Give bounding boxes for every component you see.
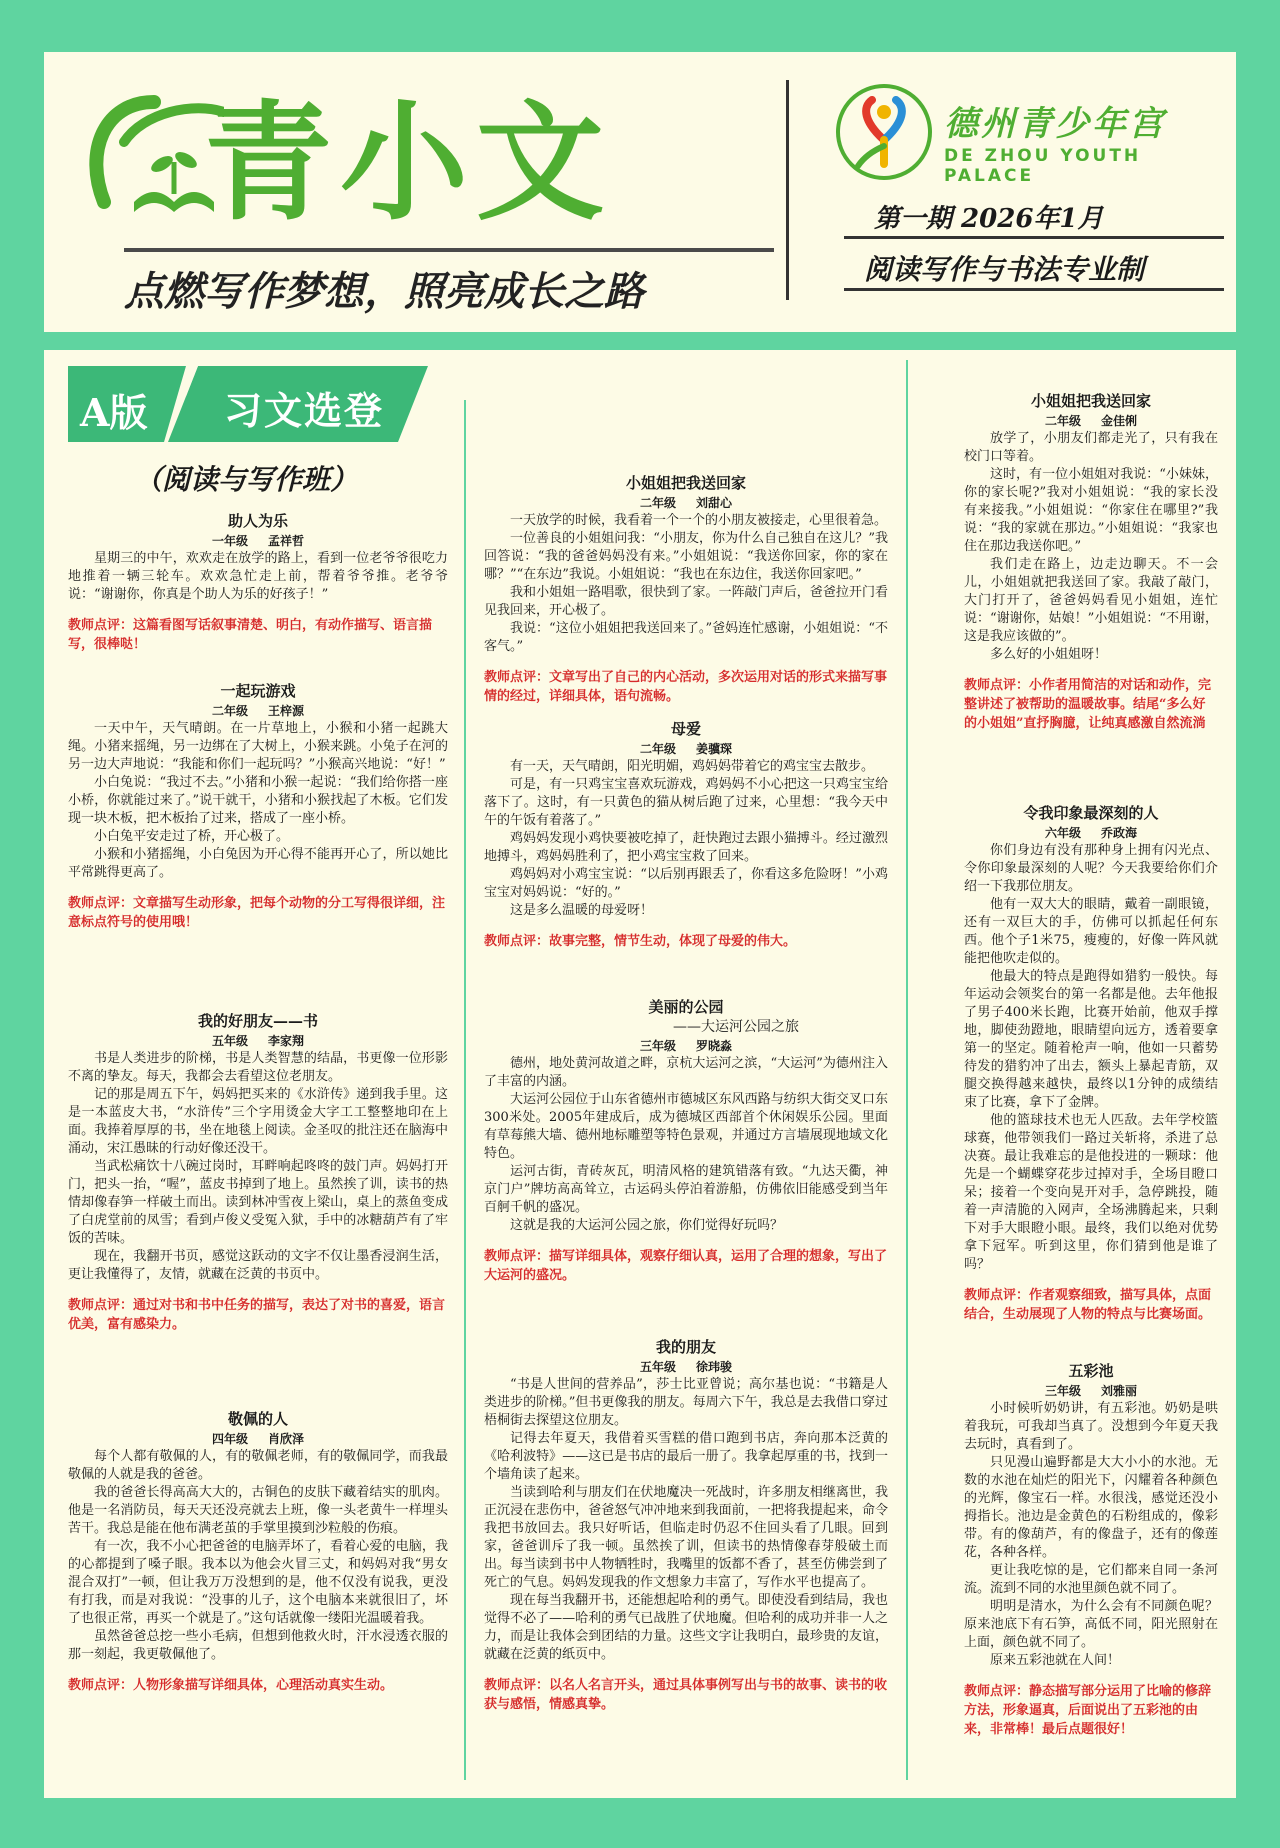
article-paragraph: 多么好的小姐姐呀！ [990, 647, 1108, 662]
article-title: 母爱 [670, 720, 701, 738]
article-title: 我的朋友 [655, 1338, 716, 1356]
article-paragraph: 书是人类进步的阶梯，书是人类智慧的结晶，书更像一位形影不离的挚友。每天，我都会去看望这位老朋友。 [68, 1051, 448, 1084]
article-title: 助人为乐 [227, 512, 288, 530]
article-author: 一年级 孟祥哲 [211, 534, 305, 548]
article-paragraph: 他的篮球技术也无人匹敌。去年学校篮球赛，他带领我们一路过关斩将，杀进了总决赛。最让我难忘的是他投进的一颗球：他先是一个蝴蝶穿花步过掉对手，全场目瞪口呆；接着一个变向晃开对手，急停跳投，随着一声清脆的入网声，全场沸腾起来，只剩下对手大眼瞪小眼。最终，我们以绝对优势拿下冠军。听到这里，你们猜到他是谁了吗？ [964, 1113, 1218, 1272]
slogan: 点燃写作梦想，照亮成长之路 [124, 268, 644, 315]
article-paragraph: 大运河公园位于山东省德州市德城区东风西路与纺织大街交叉口东300米处。2005年建成后，成为德城区西部首个休闲娱乐公园。里面有草莓熊大墙、德州地标雕塑等特色景观，并通过方言墙展现地域文化特色。 [484, 1092, 888, 1161]
palace-name-english: DE ZHOU YOUTH PALACE [944, 146, 1142, 186]
article-author: 三年级 罗晓淼 [639, 1039, 733, 1053]
newspaper-title: 青小文 [204, 89, 613, 238]
program-name: 阅读写作与书法专业制 [864, 253, 1145, 286]
article-paragraph: 小白兔平安走过了桥，开心极了。 [94, 829, 290, 844]
teacher-comment: 教师点评：静态描写部分运用了比喻的修辞方法，形象逼真，后面说出了五彩池的由来，非常棒！最后点题很好！ [964, 1684, 1212, 1737]
article-paragraph: 现在，我翻开书页，感觉这跃动的文字不仅让墨香浸润生活，更让我懂得了，友情，就藏在泛黄的书页中。 [68, 1249, 448, 1282]
teacher-comment: 教师点评：这篇看图写话叙事清楚、明白，有动作描写、语言描写，很棒哒！ [68, 618, 433, 652]
teacher-comment: 教师点评：通过对书和书中任务的描写，表达了对书的喜爱，语言优美，富有感染力。 [68, 1298, 446, 1332]
article-paragraph: 运河古街，青砖灰瓦，明清风格的建筑错落有致。“九达天衢，神京门户”牌坊高高耸立，古运码头停泊着游船，仿佛依旧能感受到当年百舸千帆的盛况。 [484, 1164, 888, 1215]
book-sprout-logo-icon [84, 82, 224, 242]
article [68, 1408, 448, 1695]
article-author: 六年级 乔政海 [1044, 826, 1138, 840]
article-author: 二年级 王梓源 [211, 704, 305, 718]
article-paragraph: 当武松痛饮十八碗过岗时，耳畔响起咚咚的鼓门声。妈妈打开门，把头一抬，“喔”，蓝皮书掉到了地上。虽然挨了训，读书的热情却像春笋一样破土而出。读到林冲雪夜上梁山，桌上的蒸鱼变成了白虎堂前的凤雪；看到卢俊义受冤入狱，手中的冰糖葫芦有了牢饭的苦味。 [68, 1159, 448, 1246]
article-author: 五年级 李家翔 [211, 1034, 305, 1048]
article-paragraph: 小猴和小猪摇绳，小白兔因为开心得不能再开心了，所以她比平常跳得更高了。 [68, 847, 448, 880]
article-paragraph: 只见漫山遍野都是大大小小的水池。无数的水池在灿烂的阳光下，闪耀着各种颜色的光辉，像宝石一样。水很浅，感觉还没小拇指长。池边是金黄色的石粉组成的，像彩带。有的像葫芦，有的像盘子，还有的像莲花，各种各样。 [964, 1455, 1218, 1560]
issue-rule [844, 236, 1224, 239]
header-divider [786, 80, 789, 300]
article-paragraph: 这时，有一位小姐姐对我说：“小妹妹，你的家长呢?”我对小姐姐说：“我的家长没有来接我。”小姐姐说：“你家住在哪里?”我说：“我的家就在那边。”小姐姐说：“我家也住在那边我送你吧。” [964, 467, 1218, 554]
article-author: 二年级 金佳俐 [1044, 414, 1138, 428]
article [964, 802, 1218, 1324]
article-paragraph: 记的那是周五下午，妈妈把买来的《水浒传》递到我手里。这是一本蓝皮大书，“水浒传”三个字用烫金大字工工整整地印在上面。我捧着厚厚的书，坐在地毯上阅读。金圣叹的批注还在脑海中涌动，宋江愚昧的行动好像还没干。 [68, 1087, 448, 1156]
article-paragraph: 一天中午，天气晴朗。在一片草地上，小猴和小猪一起跳大绳。小猪来摇绳，另一边绑在了大树上，小猴来跳。小兔子在河的另一边大声地说：“我能和你们一起玩吗？”小猴高兴地说：“好！” [68, 721, 448, 772]
article [484, 472, 888, 706]
teacher-comment: 教师点评：故事完整，情节生动，体现了母爱的伟大。 [484, 934, 797, 949]
article-paragraph: 我和小姐姐一路唱歌，很快到了家。一阵敲门声后，爸爸拉开门看见我回来，开心极了。 [484, 585, 888, 618]
article-paragraph: 星期三的中午，欢欢走在放学的路上，看到一位老爷爷很吃力地推着一辆三轮车。欢欢急忙走上前，帮着爷爷推。老爷爷说：“谢谢你，你真是个助人为乐的好孩子！” [68, 551, 448, 602]
article-paragraph: 他最大的特点是跑得如猎豹一般快。每年运动会领奖台的第一名都是他。去年他报了男子400米长跑，比赛开始前，他双手撑地，脚使劲蹬地，眼睛望向远方，透着要拿第一的坚定。随着枪声一响，他如一只蓄势待发的猎豹冲了出去，额头上暴起青筋，双腿交换得越来越快，最终以1分钟的成绩结束了比赛，拿下了金牌。 [964, 969, 1218, 1110]
article-paragraph: 一天放学的时候，我看着一个一个的小朋友被接走，心里很着急。 [510, 513, 888, 528]
teacher-comment: 教师点评：文章描写生动形象，把每个动物的分工写得很详细，注意标点符号的使用哦！ [68, 896, 446, 930]
article [484, 996, 888, 1285]
article [68, 510, 448, 654]
article-author: 二年级 刘甜心 [639, 496, 733, 510]
program-rule [844, 288, 1224, 291]
article [484, 718, 888, 951]
column-rule-left [464, 400, 466, 1780]
article-title: 令我印象最深刻的人 [1023, 804, 1159, 822]
article-paragraph: 虽然爸爸总挖一些小毛病，但想到他救火时，汗水浸透衣服的那一刻起，我更敬佩他了。 [68, 1629, 448, 1662]
article-paragraph: 我的爸爸长得高高大大的，古铜色的皮肤下藏着结实的肌肉。他是一名消防员，每天天还没亮就去上班，像一头老黄牛一样埋头苦干。我总是能在他布满老茧的手掌里摸到沙粒般的伤痕。 [68, 1485, 448, 1536]
edition-label: A版 [80, 390, 148, 435]
article-paragraph: 现在每当我翻开书，还能想起哈利的勇气。即使没看到结局，我也觉得不必了——哈利的勇气已战胜了伏地魔。但哈利的成功并非一人之力，而是让我体会到团结的力量。这些文字让我明白，最珍贵的友谊，就藏在泛黄的纸页中。 [484, 1593, 888, 1662]
article-author: 二年级 姜骥琛 [639, 742, 733, 756]
article-title: 小姐姐把我送回家 [1030, 392, 1151, 410]
article-paragraph: “书是人世间的营养品”，莎士比亚曾说；高尔基也说：“书籍是人类进步的阶梯。”但书更像我的朋友。每周六下午，我总是去我借口穿过梧桐街去探望这位朋友。 [484, 1377, 888, 1428]
article-paragraph: 德州，地处黄河故道之畔，京杭大运河之滨，“大运河”为德州注入了丰富的内涵。 [484, 1056, 888, 1089]
article [68, 680, 448, 932]
article-title: 一起玩游戏 [220, 682, 296, 700]
article-paragraph: 小时候听奶奶讲，有五彩池。奶奶是哄着我玩，可我却当真了。没想到今年夏天我去玩时，真看到了。 [964, 1401, 1218, 1452]
palace-name: 德州青少年宫 [944, 104, 1166, 144]
article-paragraph: 你们身边有没有那种身上拥有闪光点、令你印象最深刻的人呢？今天我要给你们介绍一下我那位朋友。 [964, 843, 1218, 894]
article-paragraph: 当读到哈利与朋友们在伏地魔决一死战时，许多朋友相继离世，我正沉浸在悲伤中，爸爸怒气冲冲地来到我面前，一把将我提起来，命令我把书放回去。我只好听话，但临走时仍忍不住回头看了几眼。回到家，爸爸训斥了我一顿。虽然挨了训，但读书的热情像春芽般破土而出。每当读到书中人物牺牲时，我嘴里的饭都不香了，甚至仿佛尝到了死亡的气息。妈妈发现我的作文想象力丰富了，写作水平也提高了。 [484, 1485, 888, 1590]
article-paragraph: 可是，有一只鸡宝宝喜欢玩游戏，鸡妈妈不小心把这一只鸡宝宝给落下了。这时，有一只黄色的猫从树后跑了过来，心里想：“我今天中午的午饭有着落了。” [484, 777, 888, 828]
masthead [44, 52, 1236, 332]
article [964, 1360, 1218, 1739]
article-paragraph: 我们走在路上，边走边聊天。不一会儿，小姐姐就把我送回了家。我敲了敲门，大门打开了，爸爸妈妈看见小姐姐，连忙说：“谢谢你，姑娘！”小姐姐说：“不用谢，这是我应该做的”。 [964, 557, 1218, 644]
article-paragraph: 我说：“这位小姐姐把我送回来了。”爸妈连忙感谢，小姐姐说：“不客气。” [484, 621, 888, 654]
article-paragraph: 鸡妈妈发现小鸡快要被吃掉了，赶快跑过去跟小猫搏斗。经过激烈地搏斗，鸡妈妈胜利了，把小鸡宝宝救了回来。 [484, 831, 888, 864]
issue-date: 第一期 2026年1月 [874, 204, 1104, 234]
content-panel [44, 350, 1236, 1798]
article-author: 五年级 徐玮骏 [639, 1360, 733, 1374]
article-author: 四年级 肖欣泽 [211, 1432, 305, 1446]
article [68, 1010, 448, 1334]
article-title: 我的好朋友——书 [197, 1012, 318, 1030]
article-paragraph: 记得去年夏天，我借着买雪糕的借口跑到书店，奔向那本泛黄的《哈利波特》——这已是书店的最后一册了。我拿起厚重的书，找到一个墙角读了起来。 [484, 1431, 888, 1482]
article-paragraph: 每个人都有敬佩的人，有的敬佩老师，有的敬佩同学，而我最敬佩的人就是我的爸爸。 [68, 1449, 448, 1482]
article [484, 1336, 888, 1714]
article-paragraph: 他有一双大大的眼睛，戴着一副眼镜，还有一双巨大的手，仿佛可以抓起任何东西。他个子1米75，瘦瘦的，好像一阵风就能把他吹走似的。 [964, 897, 1218, 966]
article-paragraph: 明明是清水，为什么会有不同颜色呢？原来池底下有石笋，高低不同，阳光照射在上面，颜色就不同了。 [964, 1599, 1218, 1650]
teacher-comment: 教师点评：文章写出了自己的内心活动，多次运用对话的形式来描写事情的经过，详细具体，语句流畅。 [484, 670, 888, 704]
article [964, 390, 1218, 733]
article-paragraph: 放学了，小朋友们都走光了，只有我在校门口等着。 [964, 431, 1218, 464]
article-subtitle: ——大运河公园之旅 [673, 1019, 799, 1035]
article-title: 美丽的公园 [648, 998, 724, 1016]
article-paragraph: 小白兔说：“我过不去。”小猪和小猴一起说：“我们给你搭一座小桥，你就能过来了。”说干就干，小猪和小猴找起了木板。它们发现一块木板，把木板抬了过来，搭成了一座小桥。 [68, 775, 448, 826]
teacher-comment: 教师点评：以名人名言开头，通过具体事例写出与书的故事、读书的收获与感悟，情感真挚。 [484, 1678, 888, 1712]
article-paragraph: 一位善良的小姐姐问我：“小朋友，你为什么自己独自在这儿？”我回答说：“我的爸爸妈妈没有来。”小姐姐说：“我送你回家，你的家在哪？”“在东边”我说。小姐姐说：“我也在东边住，我送你回家吧。” [484, 531, 888, 582]
slogan-rule [124, 248, 774, 252]
article-title: 敬佩的人 [227, 1410, 288, 1428]
article-paragraph: 有一次，我不小心把爸爸的电脑弄坏了，看着心爱的电脑，我的心都提到了嗓子眼。我本以为他会火冒三丈，和妈妈对我“男女混合双打”一顿，但让我万万没想到的是，他不仅没有说我，更没有打我，而是对我说：“没事的儿子，这个电脑本来就很旧了，坏了也很正常，再买一个就是了。”这句话就像一缕阳光温暖着我。 [68, 1539, 448, 1626]
article-title: 小姐姐把我送回家 [625, 474, 746, 492]
article-paragraph: 更让我吃惊的是，它们都来自同一条河流。流到不同的水池里颜色就不同了。 [964, 1563, 1218, 1596]
class-name: （阅读与写作班） [134, 463, 359, 496]
teacher-comment: 教师点评：人物形象描写详细具体，心理活动真实生动。 [68, 1678, 394, 1693]
article-paragraph: 鸡妈妈对小鸡宝宝说：“以后别再跟丢了，你看这多危险呀！”小鸡宝宝对妈妈说：“好的。” [484, 867, 888, 900]
article-paragraph: 有一天，天气晴朗，阳光明媚，鸡妈妈带着它的鸡宝宝去散步。 [510, 759, 875, 774]
article-paragraph: 原来五彩池就在人间！ [990, 1653, 1121, 1668]
teacher-comment: 教师点评：作者观察细致，描写具体，点面结合，生动展现了人物的特点与比赛场面。 [964, 1288, 1212, 1322]
teacher-comment: 教师点评：小作者用简洁的对话和动作，完整讲述了被帮助的温暖故事。结尾“多么好的小姐姐”直抒胸臆，让纯真感激自然流淌 [964, 678, 1212, 731]
teacher-comment: 教师点评：描写详细具体，观察仔细认真，运用了合理的想象，写出了大运河的盛况。 [484, 1249, 888, 1283]
article-paragraph: 这是多么温暖的母爱呀！ [510, 903, 654, 918]
section-name: 习文选登 [224, 388, 385, 433]
column-rule-right [906, 360, 908, 1780]
article-paragraph: 这就是我的大运河公园之旅，你们觉得好玩吗？ [510, 1218, 784, 1233]
youth-palace-logo-icon [834, 82, 934, 182]
article-author: 三年级 刘雅丽 [1044, 1384, 1138, 1398]
article-title: 五彩池 [1068, 1362, 1114, 1380]
